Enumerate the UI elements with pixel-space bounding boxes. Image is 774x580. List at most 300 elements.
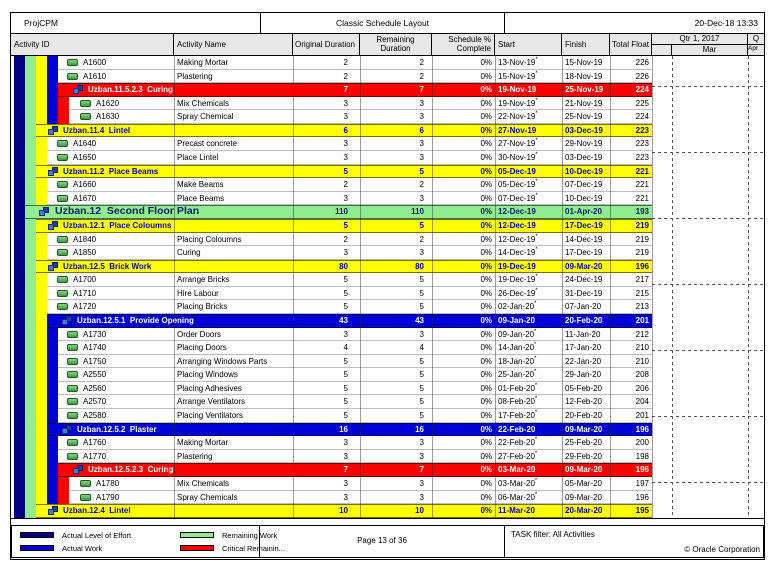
hierarchy-stripe — [58, 110, 69, 124]
cell-tf: 217 — [635, 275, 649, 285]
legend-label: Critical Remainin... — [222, 544, 285, 553]
cell-pct: 0% — [480, 207, 492, 217]
cell-finish: 01-Apr-20 — [565, 207, 602, 217]
cell-start: 27-Nov-19 — [498, 125, 537, 135]
legend-label: Actual Level of Effort — [62, 531, 132, 540]
cell-od: 3 — [343, 139, 348, 149]
hierarchy-stripe — [25, 260, 36, 274]
col-header-activity-id: Activity ID — [11, 34, 174, 56]
cell-start: 26-Dec-19* — [498, 287, 538, 298]
cell-start: 03-Mar-20 — [498, 465, 536, 475]
cell-finish: 12-Feb-20 — [565, 397, 602, 407]
cell-tf: 213 — [635, 302, 649, 312]
col-header-remaining-line1: Remaining — [376, 35, 415, 44]
hierarchy-stripe — [47, 395, 58, 409]
cell-rd: 5 — [419, 275, 424, 285]
hierarchy-stripe — [47, 328, 58, 342]
activity-icon — [57, 249, 68, 256]
activity-icon — [67, 344, 78, 351]
cell-od: 3 — [343, 98, 348, 108]
hierarchy-stripe — [47, 83, 58, 97]
col-header-original-duration: Original Duration — [293, 34, 360, 56]
hierarchy-stripe — [47, 355, 58, 369]
cell-finish: 17-Dec-19 — [565, 248, 603, 258]
cell-od: 5 — [343, 166, 348, 176]
activity-id: A1650 — [73, 153, 97, 163]
cell-start: 19-Dec-19* — [498, 274, 538, 285]
hierarchy-stripe — [14, 328, 25, 342]
layout-title: Classic Schedule Layout — [261, 13, 505, 34]
hierarchy-stripe — [25, 246, 36, 260]
activity-id: A2580 — [83, 411, 107, 421]
cell-od: 2 — [343, 58, 348, 67]
constraint-asterisk: * — [534, 450, 538, 457]
hierarchy-stripe — [14, 205, 25, 219]
cell-start: 30-Nov-19* — [498, 152, 538, 163]
hierarchy-stripe — [14, 137, 25, 151]
activity-name: Placing Ventilators — [177, 411, 243, 421]
activity-icon — [67, 385, 78, 392]
cell-od: 3 — [343, 112, 348, 122]
hierarchy-stripe — [14, 314, 25, 328]
col-divider — [432, 56, 433, 518]
cell-tf: 221 — [635, 166, 649, 176]
activity-id: A1660 — [73, 180, 97, 190]
activity-id: A1620 — [96, 98, 120, 108]
hierarchy-stripe — [25, 355, 36, 369]
constraint-asterisk: * — [534, 437, 538, 444]
constraint-asterisk: * — [535, 192, 538, 199]
cell-tf: 201 — [635, 411, 649, 421]
cell-pct: 0% — [480, 153, 492, 163]
hierarchy-stripe — [36, 273, 47, 287]
hierarchy-stripe — [14, 355, 25, 369]
cell-tf: 219 — [635, 220, 649, 230]
app-title: ProjCPM — [11, 13, 261, 34]
wbs-icon — [48, 221, 58, 230]
cell-pct: 0% — [480, 85, 492, 95]
constraint-asterisk: * — [535, 57, 538, 63]
hierarchy-stripe — [58, 491, 69, 505]
wbs-icon — [62, 316, 72, 325]
cell-pct: 0% — [480, 234, 492, 244]
cell-finish: 25-Nov-19 — [565, 112, 603, 122]
hierarchy-stripe — [14, 382, 25, 396]
cell-pct: 0% — [480, 139, 492, 149]
cell-rd: 5 — [419, 220, 424, 230]
cell-start: 11-Mar-20 — [498, 506, 535, 516]
col-header-total-float: Total Float — [610, 34, 652, 56]
cell-od: 3 — [343, 329, 348, 339]
wbs-band-label: Uzban.12 Second Floor Plan — [55, 205, 200, 218]
cell-tf: 208 — [635, 370, 649, 380]
cell-finish: 29-Feb-20 — [565, 451, 602, 461]
activity-id: A1760 — [83, 438, 107, 448]
wbs-icon — [39, 207, 49, 216]
wbs-icon — [48, 167, 58, 176]
cell-pct: 0% — [480, 261, 492, 271]
hierarchy-stripe — [14, 151, 25, 165]
cell-start: 08-Feb-20* — [498, 396, 538, 407]
hierarchy-stripe — [36, 341, 47, 355]
cell-finish: 09-Mar-20 — [565, 465, 603, 475]
hierarchy-stripe — [36, 287, 47, 301]
hierarchy-stripe — [14, 233, 25, 247]
cell-od: 3 — [343, 193, 348, 203]
copyright-label: © Oracle Corporation — [684, 545, 760, 554]
task-filter-label: TASK filter: All Activities — [511, 530, 595, 539]
cell-rd: 10 — [415, 506, 424, 516]
activity-name: Order Doors — [177, 329, 222, 339]
cell-tf: 224 — [635, 112, 649, 122]
hierarchy-stripe — [25, 436, 36, 450]
hierarchy-stripe — [25, 450, 36, 464]
hierarchy-stripe — [25, 477, 36, 491]
cell-finish: 20-Feb-20 — [565, 315, 603, 325]
cell-tf: 223 — [635, 139, 649, 149]
timeline-quarter-next-label: Q — [748, 34, 764, 45]
cell-finish: 09-Mar-20 — [565, 261, 603, 271]
hierarchy-stripe — [36, 463, 47, 477]
cell-pct: 0% — [480, 315, 492, 325]
hierarchy-stripe — [25, 328, 36, 342]
activity-icon — [57, 290, 68, 297]
cell-rd: 5 — [419, 302, 424, 312]
hierarchy-stripe — [25, 56, 36, 70]
wbs-icon — [73, 85, 83, 94]
activity-id: A1670 — [73, 193, 97, 203]
cell-od: 3 — [343, 451, 348, 461]
activity-name: Spray Chemical — [177, 112, 234, 122]
hierarchy-stripe — [25, 341, 36, 355]
hierarchy-stripe — [14, 246, 25, 260]
activity-icon — [57, 236, 68, 243]
cell-start: 06-Mar-20* — [498, 491, 538, 502]
cell-pct: 0% — [480, 248, 492, 258]
hierarchy-stripe — [14, 178, 25, 192]
hierarchy-stripe — [25, 314, 36, 328]
activity-id: A1740 — [83, 343, 107, 353]
cell-finish: 10-Dec-19 — [565, 166, 603, 176]
constraint-asterisk: * — [534, 382, 538, 389]
col-header-finish: Finish — [562, 34, 610, 56]
hierarchy-stripe — [14, 395, 25, 409]
hierarchy-stripe — [36, 328, 47, 342]
cell-rd: 3 — [419, 492, 424, 502]
legend-swatch — [20, 532, 54, 538]
timeline-quarter-label: Qtr 1, 2017 — [652, 34, 748, 45]
cell-od: 5 — [343, 397, 348, 407]
constraint-asterisk: * — [535, 70, 538, 77]
gantt-left-border — [652, 56, 653, 518]
hierarchy-stripe — [25, 395, 36, 409]
hierarchy-stripe — [25, 300, 36, 314]
cell-od: 5 — [343, 302, 348, 312]
legend-swatch — [20, 545, 54, 551]
hierarchy-stripe — [25, 192, 36, 206]
activity-icon — [80, 113, 91, 120]
hierarchy-stripe — [36, 178, 47, 192]
report-datetime: 20-Dec-18 13:33 — [505, 13, 764, 34]
cell-finish: 21-Nov-19 — [565, 98, 603, 108]
hierarchy-stripe — [36, 395, 47, 409]
cell-pct: 0% — [480, 71, 492, 81]
activity-name: Place Lintel — [177, 153, 219, 163]
cell-tf: 223 — [635, 153, 649, 163]
wbs-icon — [73, 465, 83, 474]
cell-tf: 201 — [635, 315, 649, 325]
hierarchy-stripe — [14, 491, 25, 505]
activity-id: A1770 — [83, 451, 107, 461]
hierarchy-stripe — [25, 70, 36, 84]
activity-icon — [67, 331, 78, 338]
col-divider — [495, 56, 496, 518]
activity-id: A1640 — [73, 139, 97, 149]
activity-id: A1630 — [96, 112, 120, 122]
activity-name: Precast concrete — [177, 139, 238, 149]
hierarchy-stripe — [25, 287, 36, 301]
activity-name: Placing Doors — [177, 343, 227, 353]
col-header-schedule-line2: Complete — [456, 44, 491, 53]
cell-start: 02-Jan-20* — [498, 301, 537, 312]
gantt-sight-line — [652, 152, 764, 153]
wbs-band-label: Uzban.12.5 Brick Work — [63, 261, 152, 271]
cell-finish: 18-Nov-19 — [565, 71, 603, 81]
gantt-month-gridline — [748, 56, 749, 518]
hierarchy-stripe — [36, 151, 47, 165]
hierarchy-stripe — [36, 436, 47, 450]
hierarchy-stripe — [25, 423, 36, 437]
hierarchy-stripe — [36, 110, 47, 124]
constraint-asterisk: * — [535, 233, 538, 240]
hierarchy-stripe — [36, 491, 47, 505]
cell-rd: 3 — [419, 451, 424, 461]
cell-start: 18-Jan-20* — [498, 355, 537, 366]
hierarchy-stripe — [14, 341, 25, 355]
constraint-asterisk: * — [534, 369, 537, 376]
cell-start: 25-Jan-20* — [498, 369, 537, 380]
hierarchy-stripe — [25, 124, 36, 138]
cell-finish: 22-Jan-20 — [565, 356, 602, 366]
hierarchy-stripe — [14, 368, 25, 382]
hierarchy-stripe — [36, 137, 47, 151]
activity-name: Spray Chemicals — [177, 492, 238, 502]
cell-od: 3 — [343, 248, 348, 258]
constraint-asterisk: * — [535, 247, 538, 254]
hierarchy-stripe — [25, 97, 36, 111]
cell-tf: 206 — [635, 383, 649, 393]
hierarchy-stripe — [36, 355, 47, 369]
hierarchy-stripe — [14, 165, 25, 179]
gantt-month-gridline — [672, 56, 673, 518]
schedule-report — [10, 12, 765, 560]
cell-tf: 226 — [635, 58, 649, 67]
activity-name: Making Mortar — [177, 438, 229, 448]
cell-finish: 31-Dec-19 — [565, 288, 603, 298]
constraint-asterisk: * — [534, 396, 538, 403]
cell-start: 07-Dec-19* — [498, 192, 538, 203]
hierarchy-stripe — [36, 192, 47, 206]
constraint-asterisk: * — [534, 355, 537, 362]
report-footer — [11, 525, 764, 558]
hierarchy-stripe — [14, 504, 25, 518]
cell-od: 5 — [343, 275, 348, 285]
constraint-asterisk: * — [535, 287, 538, 294]
hierarchy-stripe — [47, 409, 58, 423]
activity-id: A1730 — [83, 329, 107, 339]
legend-swatch — [180, 532, 214, 538]
cell-finish: 17-Dec-19 — [565, 220, 603, 230]
hierarchy-stripe — [25, 83, 36, 97]
activity-name: Placing Windows — [177, 370, 238, 380]
gantt-sight-line — [652, 284, 764, 285]
wbs-icon — [62, 425, 72, 434]
hierarchy-stripe — [14, 409, 25, 423]
cell-rd: 6 — [419, 125, 424, 135]
activity-name: Curing — [177, 248, 201, 258]
cell-rd: 3 — [419, 193, 424, 203]
hierarchy-stripe — [25, 233, 36, 247]
cell-start: 27-Nov-19* — [498, 138, 538, 149]
hierarchy-stripe — [58, 97, 69, 111]
activity-icon — [57, 195, 68, 202]
cell-od: 110 — [335, 207, 348, 217]
cell-od: 10 — [339, 506, 348, 516]
activity-icon — [57, 181, 68, 188]
cell-start: 27-Feb-20* — [498, 450, 538, 461]
activity-name: Arranging Windows Parts — [177, 356, 268, 366]
activity-id: A1840 — [73, 234, 97, 244]
hierarchy-stripe — [25, 151, 36, 165]
cell-rd: 5 — [419, 166, 424, 176]
hierarchy-stripe — [47, 56, 58, 70]
activity-icon — [67, 398, 78, 405]
cell-rd: 3 — [419, 478, 424, 488]
col-divider — [562, 56, 563, 518]
col-header-activity-name: Activity Name — [174, 34, 293, 56]
cell-start: 22-Nov-19* — [498, 111, 538, 122]
cell-pct: 0% — [480, 112, 492, 122]
hierarchy-stripe — [25, 165, 36, 179]
page-number: Page 13 of 36 — [260, 526, 505, 557]
hierarchy-stripe — [14, 477, 25, 491]
cell-finish: 10-Dec-19 — [565, 193, 603, 203]
activity-id: A1790 — [96, 492, 120, 502]
hierarchy-stripe — [36, 97, 47, 111]
cell-pct: 0% — [480, 478, 492, 488]
cell-od: 16 — [339, 424, 348, 434]
cell-start: 22-Feb-20 — [498, 424, 536, 434]
hierarchy-stripe — [14, 463, 25, 477]
cell-pct: 0% — [480, 58, 492, 67]
cell-start: 22-Feb-20* — [498, 437, 538, 448]
hierarchy-stripe — [47, 436, 58, 450]
cell-start: 12-Dec-19 — [498, 207, 536, 217]
cell-rd: 2 — [419, 58, 424, 67]
hierarchy-stripe — [25, 110, 36, 124]
legend-label: Actual Work — [62, 544, 103, 553]
cell-pct: 0% — [480, 343, 492, 353]
hierarchy-stripe — [47, 382, 58, 396]
cell-pct: 0% — [480, 288, 492, 298]
cell-rd: 80 — [415, 261, 424, 271]
activity-name: Arrange Bricks — [177, 275, 230, 285]
activity-icon — [80, 480, 91, 487]
cell-pct: 0% — [480, 411, 492, 421]
cell-rd: 2 — [419, 71, 424, 81]
wbs-band-label: Uzban.11.4 Lintel — [63, 125, 131, 135]
cell-finish: 07-Dec-19 — [565, 180, 603, 190]
wbs-band-label: Uzban.11.2 Place Beams — [63, 166, 159, 176]
constraint-asterisk: * — [535, 138, 538, 145]
cell-tf: 198 — [635, 451, 649, 461]
legend-swatch — [180, 545, 214, 551]
hierarchy-stripe — [14, 273, 25, 287]
activity-name: Plastering — [177, 71, 213, 81]
hierarchy-stripe — [36, 409, 47, 423]
wbs-icon — [48, 262, 58, 271]
cell-start: 09-Jan-20 — [498, 315, 535, 325]
col-header-schedule-line1: Schedule % — [448, 35, 491, 44]
wbs-band-label: Uzban.12.5.2 Plaster — [77, 424, 157, 434]
cell-od: 5 — [343, 356, 348, 366]
hierarchy-stripe — [25, 137, 36, 151]
wbs-icon — [48, 126, 58, 135]
hierarchy-stripe — [47, 341, 58, 355]
activity-name: Arrange Ventilators — [177, 397, 246, 407]
cell-finish: 20-Feb-20 — [565, 411, 602, 421]
cell-tf: 210 — [635, 343, 649, 353]
activity-id: A1700 — [73, 275, 97, 285]
cell-tf: 225 — [635, 98, 649, 108]
cell-finish: 29-Jan-20 — [565, 370, 602, 380]
cell-start: 19-Nov-19* — [498, 97, 538, 108]
hierarchy-stripe — [14, 436, 25, 450]
wbs-band-label: Uzban.12.1 Place Coloumns — [63, 220, 172, 230]
cell-finish: 20-Mar-20 — [565, 506, 603, 516]
hierarchy-stripe — [14, 260, 25, 274]
wbs-band-label: Uzban.12.5.2.3 Curing — [88, 465, 174, 475]
activity-name: Placing Adhesives — [177, 383, 242, 393]
cell-od: 3 — [343, 438, 348, 448]
activity-id: A1750 — [83, 356, 107, 366]
cell-pct: 0% — [480, 356, 492, 366]
cell-pct: 0% — [480, 98, 492, 108]
cell-pct: 0% — [480, 383, 492, 393]
col-header-schedule-pct — [432, 34, 495, 56]
cell-od: 3 — [343, 478, 348, 488]
hierarchy-stripe — [25, 504, 36, 518]
hierarchy-stripe — [47, 70, 58, 84]
constraint-asterisk: * — [535, 97, 538, 104]
constraint-asterisk: * — [534, 410, 538, 417]
cell-tf: 212 — [635, 329, 649, 339]
cell-tf: 196 — [635, 465, 649, 475]
legend-label: Remaining Work — [222, 531, 278, 540]
cell-finish: 03-Dec-19 — [565, 125, 603, 135]
activity-icon — [67, 73, 78, 80]
hierarchy-stripe — [36, 477, 47, 491]
legend-box — [12, 526, 285, 557]
cell-rd: 3 — [419, 112, 424, 122]
wbs-band-label: Uzban.11.5.2.3 Curing — [88, 85, 173, 95]
hierarchy-stripe — [36, 300, 47, 314]
cell-pct: 0% — [480, 397, 492, 407]
cell-finish: 03-Dec-19 — [565, 153, 603, 163]
constraint-asterisk: * — [534, 491, 538, 498]
constraint-asterisk: * — [534, 477, 538, 484]
cell-rd: 3 — [419, 329, 424, 339]
